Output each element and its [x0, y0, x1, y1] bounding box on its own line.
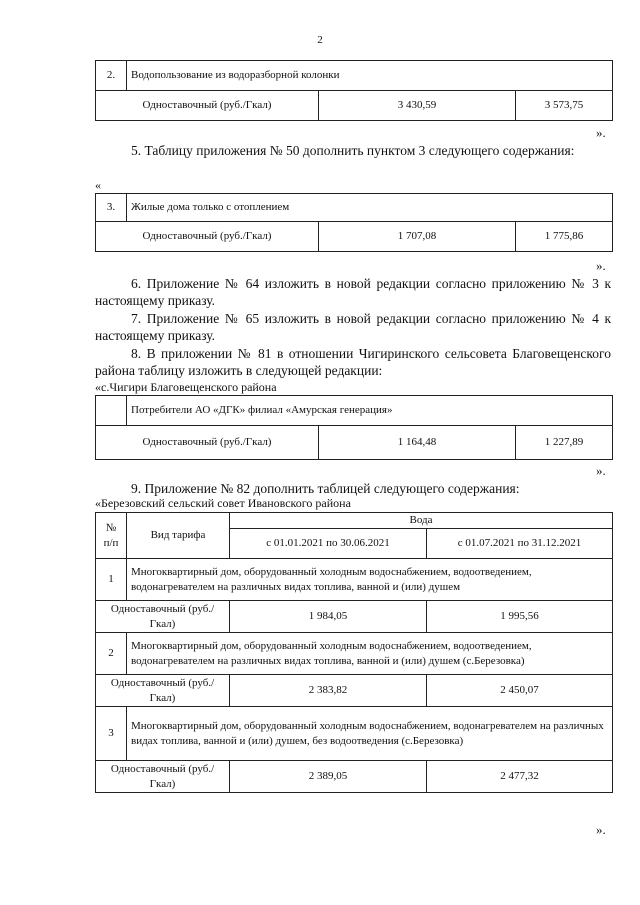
rate-value-2: 1 227,89: [515, 426, 612, 460]
rate-value-2: 3 573,75: [515, 91, 612, 121]
paragraph-9: 9. Приложение № 82 дополнить таблицей следующего содержания:: [131, 481, 520, 496]
end-quote: ».: [596, 463, 606, 478]
rate-value-1: 1 707,08: [318, 222, 515, 252]
table-chigiri: [95, 395, 613, 460]
row-number: 2.: [96, 61, 127, 91]
rate-value-1: 3 430,59: [318, 91, 515, 121]
open-quote: «: [95, 178, 101, 192]
row-name: Многоквартирный дом, оборудованный холодным водоснабжением, водонагревателем на различных видах топлива, ванной и (или) душем, без водоотведения (с.Березовка): [127, 707, 613, 761]
rate-label: Одноставочный (руб./Гкал): [96, 91, 319, 121]
header-period-1: с 01.01.2021 по 30.06.2021: [230, 529, 427, 559]
rate-label: Одноставочный (руб./Гкал): [96, 222, 319, 252]
header-period-2: с 01.07.2021 по 31.12.2021: [427, 529, 613, 559]
header-number: № п/п: [96, 513, 127, 559]
row-number: 3: [96, 707, 127, 761]
row-number: 1: [96, 559, 127, 601]
rate-value-2: 2 477,32: [427, 761, 613, 793]
paragraph-5: 5. Таблицу приложения № 50 дополнить пунктом 3 следующего содержания:: [131, 143, 575, 158]
row-name: Жилые дома только с отоплением: [127, 194, 613, 222]
rate-label: Одноставочный (руб./Гкал): [96, 601, 230, 633]
row-name: Многоквартирный дом, оборудованный холодным водоснабжением, водоотведением, водонагревателем на различных видах топлива, ванной и (или) душем (с.Березовка): [127, 633, 613, 675]
paragraph-6: 6. Приложение № 64 изложить в новой редакции согласно приложению № 3 к настоящему приказу.: [95, 276, 611, 308]
rate-value-2: 2 450,07: [427, 675, 613, 707]
header-tariff-type: Вид тарифа: [127, 513, 230, 559]
row-name: Потребители АО «ДГК» филиал «Амурская генерация»: [127, 396, 613, 426]
rate-value-2: 1 775,86: [515, 222, 612, 252]
page-number: 2: [317, 34, 323, 46]
table-water-column: [95, 60, 613, 121]
end-quote: ».: [596, 822, 606, 837]
rate-label: Одноставочный (руб./Гкал): [96, 426, 319, 460]
paragraph-7: 7. Приложение № 65 изложить в новой редакции согласно приложению № 4 к настоящему приказу.: [95, 311, 611, 343]
row-number: 3.: [96, 194, 127, 222]
region-heading: «с.Чигири Благовещенского района: [95, 380, 277, 394]
rate-label: Одноставочный (руб./Гкал): [96, 675, 230, 707]
rate-value-1: 2 383,82: [230, 675, 427, 707]
table-heating-only: [95, 193, 613, 252]
rate-value-1: 1 984,05: [230, 601, 427, 633]
row-number: 2: [96, 633, 127, 675]
rate-value-1: 2 389,05: [230, 761, 427, 793]
row-name: Водопользование из водоразборной колонки: [127, 61, 613, 91]
rate-value-2: 1 995,56: [427, 601, 613, 633]
empty-cell: [96, 396, 127, 426]
rate-label: Одноставочный (руб./Гкал): [96, 761, 230, 793]
region-heading: «Березовский сельский совет Ивановского района: [95, 496, 351, 510]
paragraph-8: 8. В приложении № 81 в отношении Чигиринского сельсовета Благовещенского района таблицу изложить в следующей редакции:: [95, 346, 611, 378]
rate-value-1: 1 164,48: [318, 426, 515, 460]
table-berezovsky: [95, 512, 613, 793]
end-quote: ».: [596, 258, 606, 273]
header-water: Вода: [230, 513, 613, 529]
end-quote: ».: [596, 125, 606, 140]
row-name: Многоквартирный дом, оборудованный холодным водоснабжением, водоотведением, водонагревателем на различных видах топлива, ванной и (или) душем: [127, 559, 613, 601]
